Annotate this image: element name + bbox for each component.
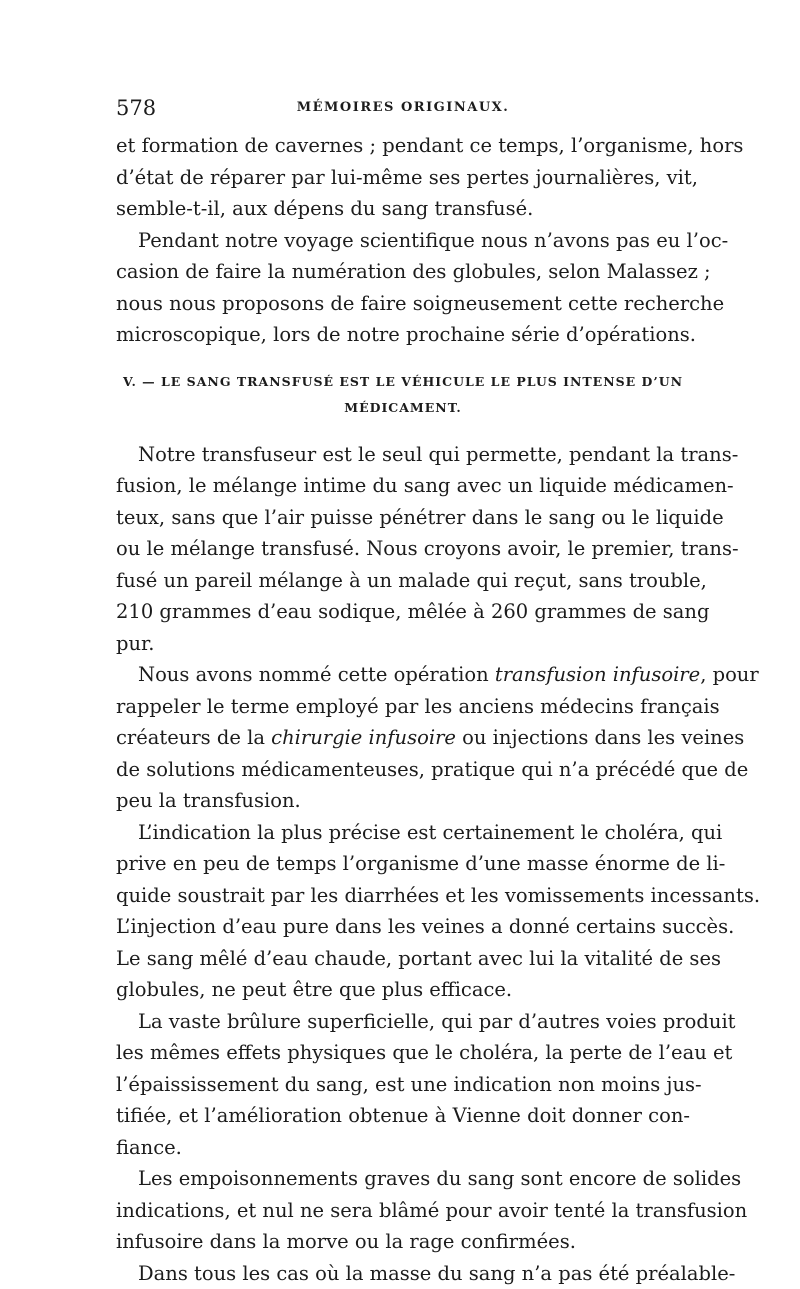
paragraph-brulure — [116, 1006, 690, 1164]
text-line: pur. — [116, 628, 690, 660]
text-line: semble-t-il, aux dépens du sang transfusé. — [116, 193, 690, 225]
page — [116, 96, 690, 1289]
text-line: indications, et nul ne sera blâmé pour avoir tenté la transfusion — [116, 1195, 690, 1227]
text-line: peu la transfusion. — [116, 785, 690, 817]
text-line: ou le mélange transfusé. Nous croyons avoir, le premier, trans- — [116, 533, 690, 565]
text-line: L’injection d’eau pure dans les veines a donné certains succès. — [116, 911, 690, 943]
text-line: teux, sans que l’air puisse pénétrer dans le sang ou le liquide — [116, 502, 690, 534]
text-line: fusé un pareil mélange à un malade qui reçut, sans trouble, — [116, 565, 690, 597]
text-run: créateurs de la — [116, 726, 271, 749]
italic-term: chirurgie infusoire — [271, 726, 456, 749]
text-line: Les empoisonnements graves du sang sont encore de solides — [116, 1163, 690, 1195]
text-line: Le sang mêlé d’eau chaude, portant avec lui la vitalité de ses — [116, 943, 690, 975]
paragraph-dans — [116, 1258, 690, 1289]
text-run: Nous avons nommé cette opération — [138, 663, 495, 686]
text-line: L’indication la plus précise est certainement le choléra, qui — [116, 817, 690, 849]
running-title: MÉMOIRES ORIGINAUX. — [116, 100, 690, 115]
text-line: les mêmes effets physiques que le choléra, la perte de l’eau et — [116, 1037, 690, 1069]
text-line: Notre transfuseur est le seul qui permette, pendant la trans- — [116, 439, 690, 471]
text-run: ou injections dans les veines — [456, 726, 744, 749]
paragraph-voyage — [116, 225, 690, 351]
paragraph-top — [116, 130, 690, 225]
italic-term: transfusion infusoire — [495, 663, 700, 686]
section-heading-line: V. — LE SANG TRANSFUSÉ EST LE VÉHICULE LE PLUS INTENSE D’UN — [116, 369, 690, 395]
text-line: casion de faire la numération des globules, selon Malassez ; — [116, 256, 690, 288]
page-number: 578 — [116, 96, 156, 120]
section-heading — [116, 369, 690, 421]
text-line: fiance. — [116, 1132, 690, 1164]
text-line: de solutions médicamenteuses, pratique qui n’a précédé que de — [116, 754, 690, 786]
paragraph-empoisonnements — [116, 1163, 690, 1258]
text-run: , pour — [700, 663, 759, 686]
section-heading-line: MÉDICAMENT. — [116, 395, 690, 421]
text-line: d’état de réparer par lui-même ses pertes journalières, vit, — [116, 162, 690, 194]
text-line: l’épaississement du sang, est une indication non moins jus- — [116, 1069, 690, 1101]
text-line: nous nous proposons de faire soigneusement cette recherche — [116, 288, 690, 320]
text-line: 210 grammes d’eau sodique, mêlée à 260 grammes de sang — [116, 596, 690, 628]
text-line — [116, 659, 690, 691]
text-line: quide soustrait par les diarrhées et les vomissements incessants. — [116, 880, 690, 912]
page-header — [116, 96, 690, 130]
paragraph-transfusion-infusoire — [116, 659, 690, 817]
text-line: infusoire dans la morve ou la rage confirmées. — [116, 1226, 690, 1258]
text-line: Pendant notre voyage scientifique nous n’avons pas eu l’oc- — [116, 225, 690, 257]
paragraph-cholera — [116, 817, 690, 1006]
text-line: tifiée, et l’amélioration obtenue à Vienne doit donner con- — [116, 1100, 690, 1132]
text-line: prive en peu de temps l’organisme d’une masse énorme de li- — [116, 848, 690, 880]
text-line: et formation de cavernes ; pendant ce temps, l’organisme, hors — [116, 130, 690, 162]
text-line: globules, ne peut être que plus efficace. — [116, 974, 690, 1006]
text-line: rappeler le terme employé par les anciens médecins français — [116, 691, 690, 723]
text-line: fusion, le mélange intime du sang avec un liquide médicamen- — [116, 470, 690, 502]
paragraph-transfuseur — [116, 439, 690, 660]
text-line: microscopique, lors de notre prochaine série d’opérations. — [116, 319, 690, 351]
text-line: Dans tous les cas où la masse du sang n’a pas été préalable- — [116, 1258, 690, 1289]
text-line: La vaste brûlure superficielle, qui par d’autres voies produit — [116, 1006, 690, 1038]
text-line — [116, 722, 690, 754]
